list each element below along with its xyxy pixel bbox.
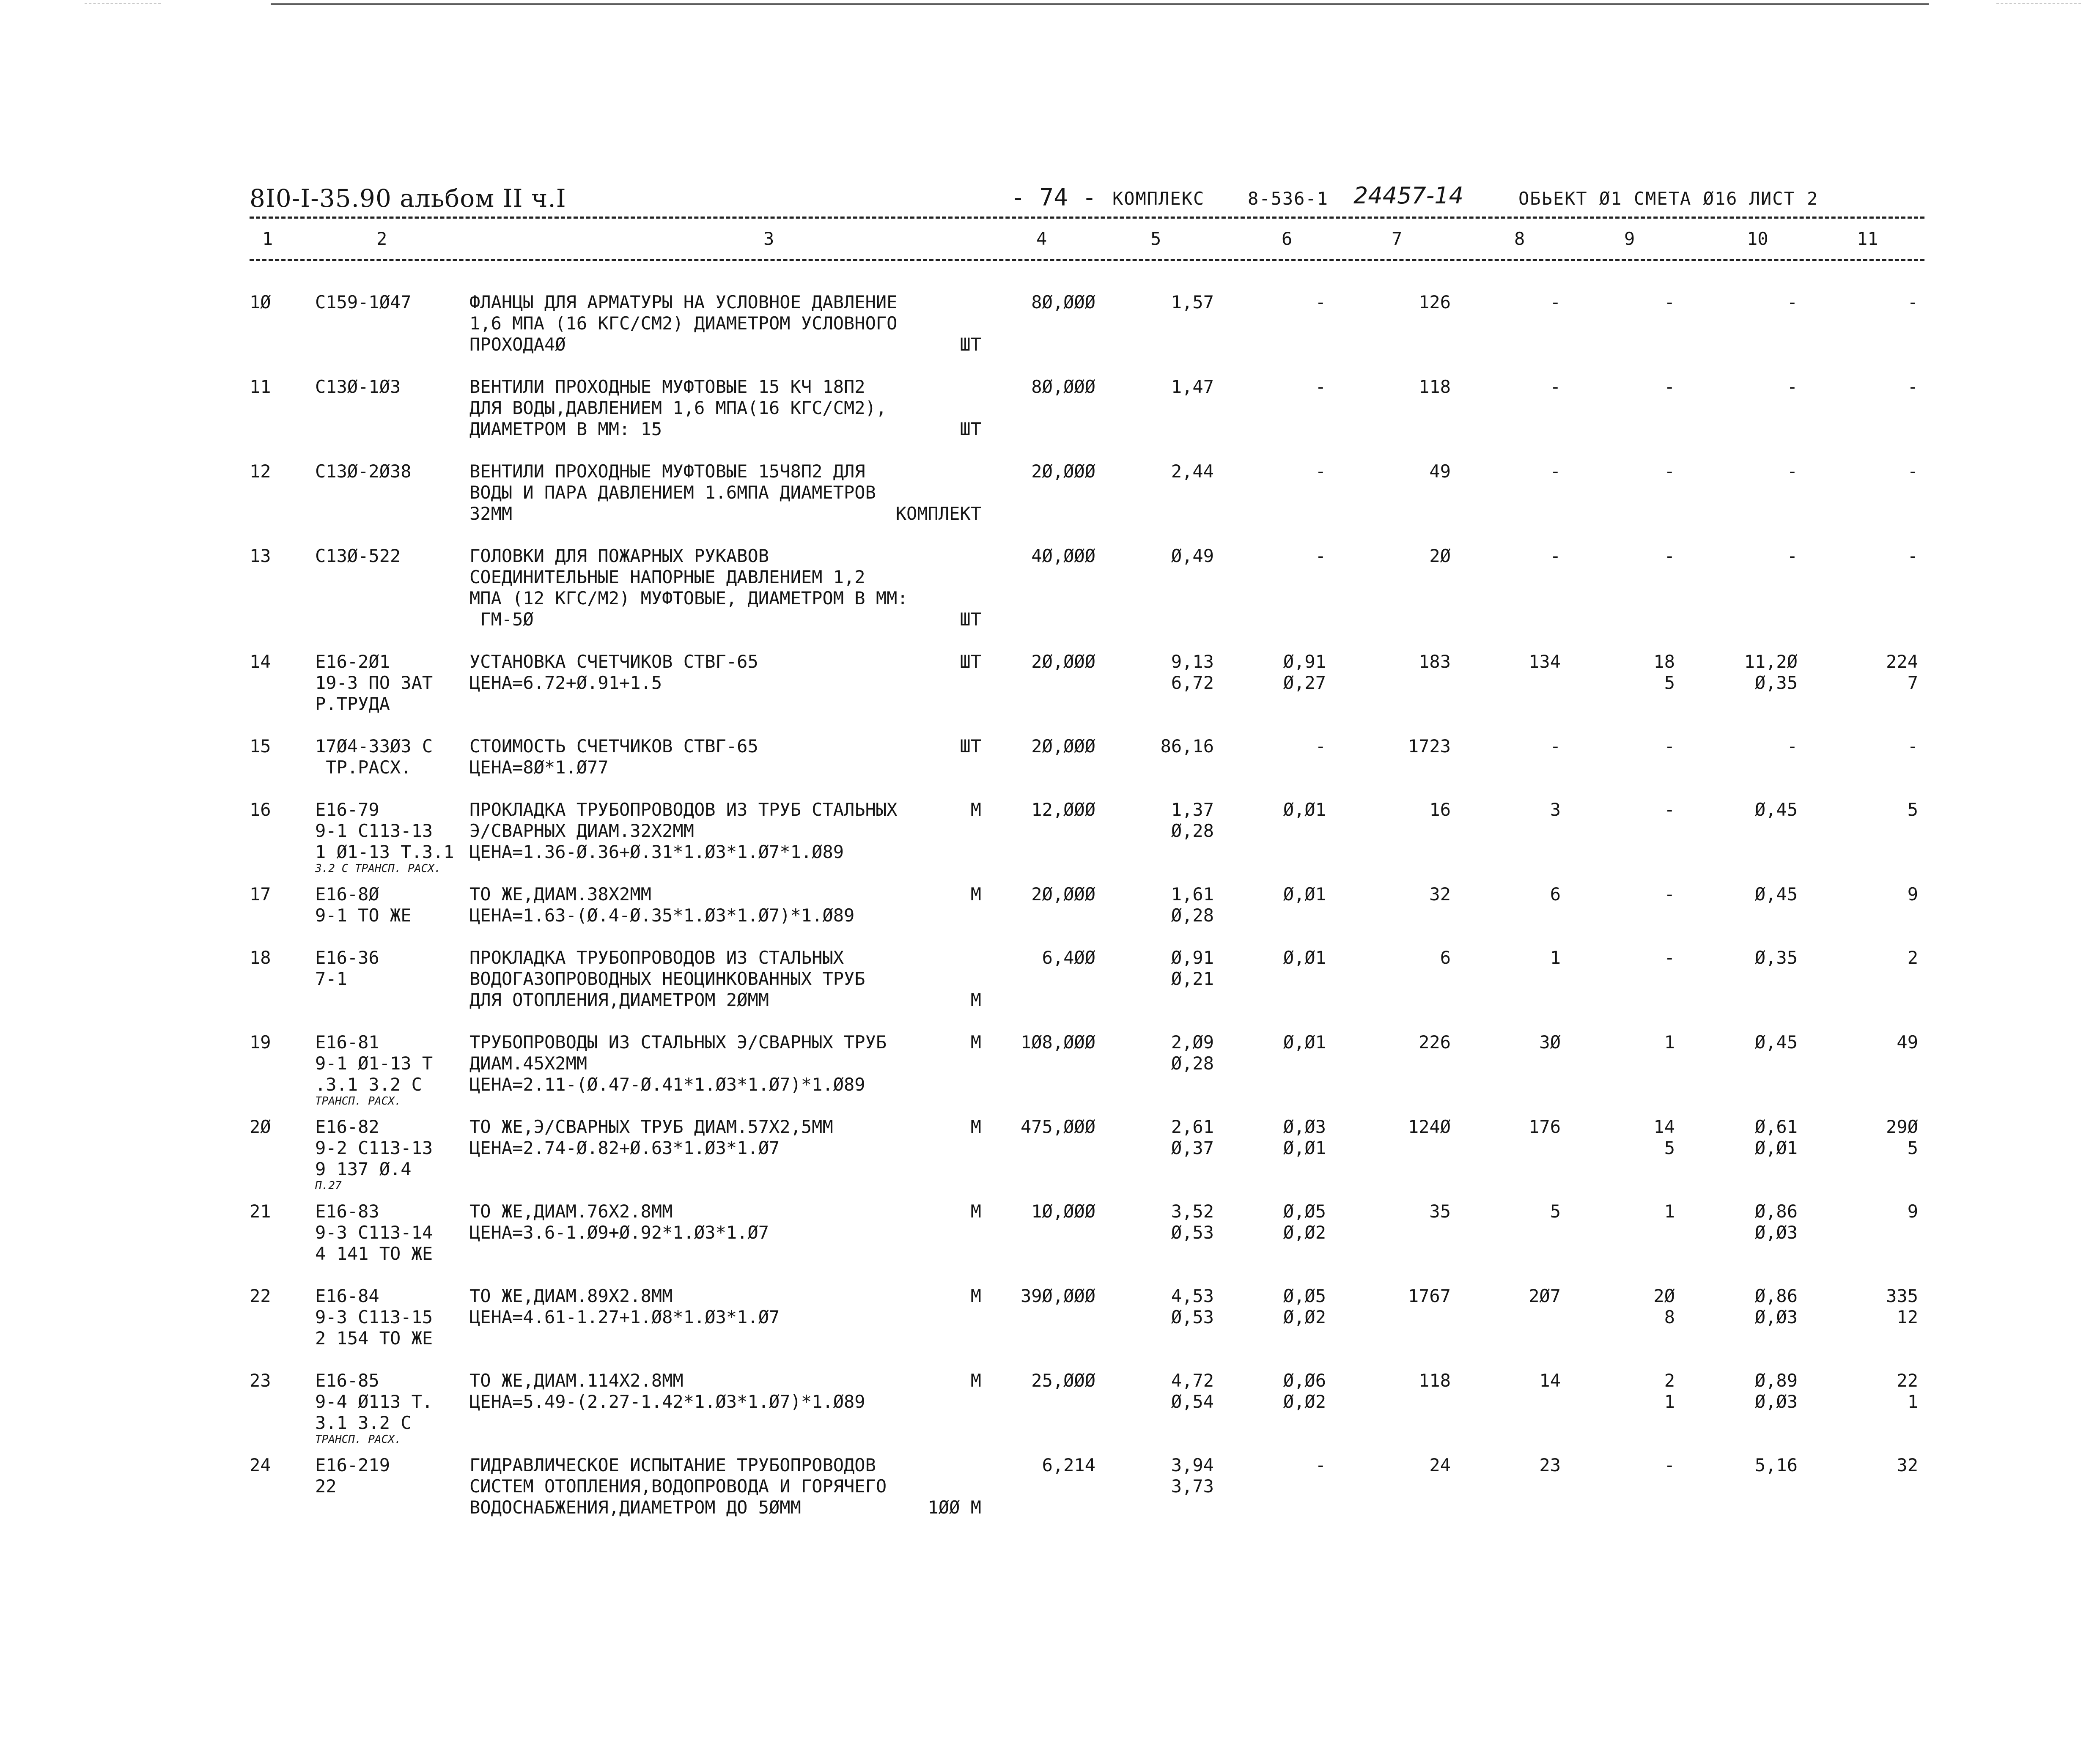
description-line: ВЕНТИЛИ ПРОХОДНЫЕ МУФТОВЫЕ 15 КЧ 18П2: [469, 376, 865, 397]
description-line: ЦЕНА=2.11-(Ø.47-Ø.41*1.Ø3*1.Ø7)*1.Ø89: [469, 1074, 865, 1095]
value-col-7: 49: [1429, 461, 1451, 482]
value-col-10: Ø,86 Ø,Ø3: [1754, 1201, 1798, 1243]
value-col-5: 86,16: [1160, 736, 1214, 757]
value-col-7: 35: [1429, 1201, 1451, 1222]
value-col-6: -: [1315, 292, 1326, 313]
value-col-4: 8Ø,ØØØ: [1031, 292, 1095, 313]
rate-code: [315, 1032, 459, 1107]
description-line: ВОДЫ И ПАРА ДАВЛЕНИЕМ 1.6МПА ДИАМЕТРОВ: [469, 482, 876, 503]
description-line: МПА (12 КГС/М2) МУФТОВЫЕ, ДИАМЕТРОМ В ММ:: [469, 588, 908, 609]
value-col-9: -: [1664, 376, 1675, 397]
row-number: 13: [250, 546, 271, 566]
value-col-9: -: [1664, 799, 1675, 820]
description-line: ДИАМ.45Х2ММ: [469, 1053, 587, 1074]
value-col-7: 226: [1419, 1032, 1451, 1053]
value-col-4: 2Ø,ØØØ: [1031, 651, 1095, 672]
value-col-7: 124Ø: [1408, 1116, 1451, 1137]
rate-code-line: Р.ТРУДА: [315, 694, 390, 714]
rate-code: [315, 651, 459, 715]
value-col-10: 5,16: [1754, 1455, 1798, 1475]
value-col-10: Ø,35: [1754, 947, 1798, 968]
unit-of-measure: КОМПЛЕКТ: [895, 503, 981, 524]
value-col-9: -: [1664, 736, 1675, 757]
value-col-10: Ø,45: [1754, 799, 1798, 820]
value-col-8: -: [1550, 736, 1561, 757]
value-col-5: 2,61 Ø,37: [1171, 1116, 1214, 1158]
value-col-4: 6,214: [1042, 1455, 1095, 1475]
description-line: ЦЕНА=3.6-1.Ø9+Ø.92*1.Ø3*1.Ø7: [469, 1222, 769, 1243]
value-col-4: 8Ø,ØØØ: [1031, 376, 1095, 397]
description-line: ПРОКЛАДКА ТРУБОПРОВОДОВ ИЗ ТРУБ СТАЛЬНЫХ: [469, 799, 898, 820]
description-line: ТО ЖЕ,Э/СВАРНЫХ ТРУБ ДИАМ.57Х2,5ММ: [469, 1116, 833, 1137]
value-col-8: 3: [1550, 799, 1561, 820]
kompleks-label: КОМПЛЕКС: [1112, 188, 1205, 209]
value-col-11: -: [1907, 292, 1918, 313]
value-col-10: Ø,61 Ø,Ø1: [1754, 1116, 1798, 1158]
value-col-5: 3,94 3,73: [1171, 1455, 1214, 1497]
rate-code-line: 9-1 С113-13: [315, 820, 433, 841]
description-line: ТРУБОПРОВОДЫ ИЗ СТАЛЬНЫХ Э/СВАРНЫХ ТРУБ: [469, 1032, 887, 1053]
value-col-7: 1723: [1408, 736, 1451, 757]
column-number: 9: [1624, 228, 1635, 249]
value-col-5: 1,57: [1171, 292, 1214, 313]
value-col-8: 5: [1550, 1201, 1561, 1222]
value-col-9: -: [1664, 546, 1675, 566]
rate-code-line: Е16-81: [315, 1032, 379, 1053]
value-col-5: 1,47: [1171, 376, 1214, 397]
value-col-8: 6: [1550, 884, 1561, 905]
column-numbers: [250, 228, 1924, 254]
column-number: 7: [1392, 228, 1403, 249]
value-col-9: -: [1664, 1455, 1675, 1475]
rate-code-line: 1 Ø1-13 Т.3.1: [315, 842, 454, 862]
unit-of-measure: М: [970, 799, 981, 820]
rate-code-line: 9-3 С113-15: [315, 1307, 433, 1327]
rate-code-line: С159-1Ø47: [315, 292, 412, 313]
value-col-4: 4Ø,ØØØ: [1031, 546, 1095, 566]
rate-code-line: 4 141 ТО ЖЕ: [315, 1243, 433, 1264]
row-number: 12: [250, 461, 271, 482]
value-col-11: 5: [1907, 799, 1918, 820]
value-col-10: -: [1787, 736, 1798, 757]
value-col-11: -: [1907, 546, 1918, 566]
value-col-5: 4,72 Ø,54: [1171, 1370, 1214, 1412]
row-number: 17: [250, 884, 271, 905]
value-col-10: Ø,45: [1754, 884, 1798, 905]
description-line: ЦЕНА=1.63-(Ø.4-Ø.35*1.Ø3*1.Ø7)*1.Ø89: [469, 905, 855, 926]
value-col-8: 23: [1539, 1455, 1561, 1475]
description-line: ЦЕНА=6.72+Ø.91+1.5: [469, 672, 662, 693]
value-col-9: 14 5: [1653, 1116, 1675, 1158]
value-col-4: 12,ØØØ: [1031, 799, 1095, 820]
value-col-8: 134: [1529, 651, 1561, 672]
value-col-7: 2Ø: [1429, 546, 1451, 566]
value-col-8: -: [1550, 376, 1561, 397]
column-number: 1: [262, 228, 273, 249]
unit-of-measure: М: [970, 1201, 981, 1222]
description-line: Э/СВАРНЫХ ДИАМ.32Х2ММ: [469, 820, 695, 841]
value-col-4: 2Ø,ØØØ: [1031, 736, 1095, 757]
description-line: СИСТЕМ ОТОПЛЕНИЯ,ВОДОПРОВОДА И ГОРЯЧЕГО: [469, 1476, 887, 1497]
value-col-8: 3Ø: [1539, 1032, 1561, 1053]
column-number: 11: [1857, 228, 1878, 249]
row-number: 19: [250, 1032, 271, 1053]
value-col-8: 1: [1550, 947, 1561, 968]
description-line: СОЕДИНИТЕЛЬНЫЕ НАПОРНЫЕ ДАВЛЕНИЕМ 1,2: [469, 567, 865, 587]
value-col-7: 183: [1419, 651, 1451, 672]
rate-code-line: 9 137 Ø.4: [315, 1159, 412, 1179]
value-col-6: Ø,Ø1: [1283, 799, 1326, 820]
column-divider: [250, 259, 1924, 261]
unit-of-measure: М: [970, 1286, 981, 1306]
unit-of-measure: М: [970, 990, 981, 1010]
description-line: УСТАНОВКА СЧЕТЧИКОВ СТВГ-65: [469, 651, 758, 672]
scan-mark: [85, 3, 161, 4]
row-number: 2Ø: [250, 1116, 271, 1137]
value-col-11: 29Ø 5: [1886, 1116, 1918, 1158]
row-number: 22: [250, 1286, 271, 1306]
rate-code: [315, 461, 459, 482]
value-col-6: -: [1315, 461, 1326, 482]
value-col-9: -: [1664, 947, 1675, 968]
description-line: ТО ЖЕ,ДИАМ.114Х2.8ММ: [469, 1370, 684, 1391]
value-col-11: 335 12: [1886, 1286, 1918, 1327]
value-col-9: 1: [1664, 1201, 1675, 1222]
description-line: 32ММ: [469, 503, 513, 524]
rate-code-line: С13Ø-522: [315, 546, 401, 566]
value-col-8: -: [1550, 546, 1561, 566]
description-line: ВОДОГАЗОПРОВОДНЫХ НЕОЦИНКОВАННЫХ ТРУБ: [469, 968, 865, 989]
column-number: 3: [763, 228, 774, 249]
description-line: СТОИМОСТЬ СЧЕТЧИКОВ СТВГ-65: [469, 736, 758, 757]
rate-code: [315, 376, 459, 398]
rate-code-line: Е16-8Ø: [315, 884, 379, 905]
scan-mark: [1996, 3, 2081, 4]
rate-code: [315, 799, 459, 875]
description-line: ТО ЖЕ,ДИАМ.89Х2.8ММ: [469, 1286, 673, 1306]
column-number: 8: [1514, 228, 1525, 249]
rate-code-line: 19-3 ПО ЗАТ: [315, 672, 433, 693]
value-col-7: 1767: [1408, 1286, 1451, 1306]
column-number: 6: [1282, 228, 1293, 249]
rate-code: [315, 546, 459, 567]
value-col-4: 39Ø,ØØØ: [1020, 1286, 1095, 1306]
unit-of-measure: ШТ: [960, 609, 981, 630]
rate-code-line: 9-1 ТО ЖЕ: [315, 905, 412, 926]
value-col-9: -: [1664, 292, 1675, 313]
value-col-7: 16: [1429, 799, 1451, 820]
top-edge-line: [271, 3, 1929, 5]
header-divider: [250, 217, 1924, 219]
rate-code: [315, 947, 459, 990]
rate-code-line: Е16-219: [315, 1455, 390, 1475]
value-col-6: -: [1315, 376, 1326, 397]
rate-code-line: Е16-84: [315, 1286, 379, 1306]
sheet-header: [250, 184, 1941, 218]
column-number: 10: [1747, 228, 1768, 249]
value-col-9: 2Ø 8: [1653, 1286, 1675, 1327]
rate-code: [315, 1370, 459, 1445]
rate-code: [315, 1455, 459, 1497]
value-col-10: 11,2Ø Ø,35: [1744, 651, 1798, 693]
value-col-5: 2,Ø9 Ø,28: [1171, 1032, 1214, 1074]
unit-of-measure: 1ØØ М: [928, 1497, 981, 1518]
row-number: 11: [250, 376, 271, 397]
value-col-11: -: [1907, 376, 1918, 397]
value-col-11: -: [1907, 736, 1918, 757]
rate-code-note: 3.2 С ТРАНСП. РАСХ.: [315, 862, 441, 875]
value-col-4: 1Ø8,ØØØ: [1020, 1032, 1095, 1053]
column-number: 4: [1036, 228, 1047, 249]
value-col-5: 3,52 Ø,53: [1171, 1201, 1214, 1243]
object-estimate-sheet: ОБЬЕКТ Ø1 СМЕТА Ø16 ЛИСТ 2: [1518, 188, 1819, 209]
description-line: ЦЕНА=4.61-1.27+1.Ø8*1.Ø3*1.Ø7: [469, 1307, 780, 1327]
value-col-6: Ø,Ø1: [1283, 884, 1326, 905]
rate-code-line: 9-1 Ø1-13 Т: [315, 1053, 433, 1074]
rate-code-line: 9-3 С113-14: [315, 1222, 433, 1243]
rate-code-line: 17Ø4-33Ø3 С: [315, 736, 433, 757]
value-col-7: 24: [1429, 1455, 1451, 1475]
column-number: 5: [1150, 228, 1161, 249]
description-line: ДИАМЕТРОМ В ММ: 15: [469, 419, 662, 439]
value-col-10: -: [1787, 376, 1798, 397]
value-col-6: Ø,Ø5 Ø,Ø2: [1283, 1201, 1326, 1243]
value-col-11: 22 1: [1897, 1370, 1918, 1412]
value-col-8: -: [1550, 461, 1561, 482]
value-col-7: 118: [1419, 1370, 1451, 1391]
rate-code-line: Е16-2Ø1: [315, 651, 390, 672]
rate-code-line: Е16-85: [315, 1370, 379, 1391]
value-col-6: Ø,Ø3 Ø,Ø1: [1283, 1116, 1326, 1158]
rate-code-line: Е16-36: [315, 947, 379, 968]
unit-of-measure: ШТ: [960, 419, 981, 439]
description-line: ГИДРАВЛИЧЕСКОЕ ИСПЫТАНИЕ ТРУБОПРОВОДОВ: [469, 1455, 876, 1475]
value-col-5: 9,13 6,72: [1171, 651, 1214, 693]
value-col-9: -: [1664, 461, 1675, 482]
rate-code: [315, 292, 459, 313]
row-number: 16: [250, 799, 271, 820]
page-number: - 74 -: [1011, 184, 1097, 211]
rate-code: [315, 1286, 459, 1349]
value-col-11: 49: [1897, 1032, 1918, 1053]
rate-code: [315, 884, 459, 926]
column-number: 2: [376, 228, 387, 249]
unit-of-measure: М: [970, 1116, 981, 1137]
value-col-10: -: [1787, 546, 1798, 566]
unit-of-measure: ШТ: [960, 334, 981, 355]
description-line: ДЛЯ ОТОПЛЕНИЯ,ДИАМЕТРОМ 2ØММ: [469, 990, 769, 1010]
rate-code-line: С13Ø-2Ø38: [315, 461, 412, 482]
value-col-4: 475,ØØØ: [1020, 1116, 1095, 1137]
value-col-9: 1: [1664, 1032, 1675, 1053]
value-col-9: 2 1: [1664, 1370, 1675, 1412]
value-col-8: 2Ø7: [1529, 1286, 1561, 1306]
description-line: ПРОХОДА4Ø: [469, 334, 566, 355]
value-col-6: Ø,91 Ø,27: [1283, 651, 1326, 693]
value-col-11: 9: [1907, 1201, 1918, 1222]
row-number: 23: [250, 1370, 271, 1391]
value-col-8: -: [1550, 292, 1561, 313]
value-col-4: 6,4ØØ: [1042, 947, 1095, 968]
description-line: ЦЕНА=2.74-Ø.82+Ø.63*1.Ø3*1.Ø7: [469, 1138, 780, 1158]
value-col-6: Ø,Ø5 Ø,Ø2: [1283, 1286, 1326, 1327]
rate-code-line: .3.1 3.2 С: [315, 1074, 422, 1095]
description-line: ДЛЯ ВОДЫ,ДАВЛЕНИЕМ 1,6 МПА(16 КГС/СМ2),: [469, 398, 887, 418]
value-col-5: Ø,91 Ø,21: [1171, 947, 1214, 989]
rate-code-line: Е16-83: [315, 1201, 379, 1222]
unit-of-measure: М: [970, 884, 981, 905]
row-number: 15: [250, 736, 271, 757]
unit-of-measure: М: [970, 1032, 981, 1053]
description-line: ПРОКЛАДКА ТРУБОПРОВОДОВ ИЗ СТАЛЬНЫХ: [469, 947, 844, 968]
description-line: ВЕНТИЛИ ПРОХОДНЫЕ МУФТОВЫЕ 15Ч8П2 ДЛЯ: [469, 461, 865, 482]
value-col-11: 2: [1907, 947, 1918, 968]
value-col-11: 224 7: [1886, 651, 1918, 693]
value-col-4: 1Ø,ØØØ: [1031, 1201, 1095, 1222]
unit-of-measure: М: [970, 1370, 981, 1391]
handwritten-number: 24457-14: [1353, 182, 1463, 209]
value-col-5: Ø,49: [1171, 546, 1214, 566]
value-col-11: 32: [1897, 1455, 1918, 1475]
value-col-5: 1,37 Ø,28: [1171, 799, 1214, 841]
rate-code-note: П.27: [315, 1179, 342, 1192]
value-col-7: 126: [1419, 292, 1451, 313]
rate-code-line: 3.1 3.2 С: [315, 1412, 412, 1433]
value-col-6: Ø,Ø1: [1283, 1032, 1326, 1053]
value-col-6: -: [1315, 1455, 1326, 1475]
value-col-4: 25,ØØØ: [1031, 1370, 1095, 1391]
rate-code: [315, 1116, 459, 1192]
row-number: 1Ø: [250, 292, 271, 313]
value-col-5: 1,61 Ø,28: [1171, 884, 1214, 926]
value-col-5: 2,44: [1171, 461, 1214, 482]
description-line: ЦЕНА=8Ø*1.Ø77: [469, 757, 609, 778]
value-col-6: Ø,Ø1: [1283, 947, 1326, 968]
value-col-6: -: [1315, 736, 1326, 757]
value-col-10: Ø,45: [1754, 1032, 1798, 1053]
rate-code-line: 7-1: [315, 968, 347, 989]
unit-of-measure: ШТ: [960, 736, 981, 757]
rate-code: [315, 736, 459, 778]
rate-code: [315, 1201, 459, 1264]
value-col-10: Ø,86 Ø,Ø3: [1754, 1286, 1798, 1327]
rate-code-line: 22: [315, 1476, 337, 1497]
row-number: 21: [250, 1201, 271, 1222]
value-col-11: -: [1907, 461, 1918, 482]
value-col-7: 118: [1419, 376, 1451, 397]
value-col-11: 9: [1907, 884, 1918, 905]
description-line: ГОЛОВКИ ДЛЯ ПОЖАРНЫХ РУКАВОВ: [469, 546, 769, 566]
value-col-10: -: [1787, 292, 1798, 313]
rate-code-line: ТР.РАСХ.: [315, 757, 412, 778]
rate-code-note: ТРАНСП. РАСХ.: [315, 1433, 401, 1446]
rate-code-line: Е16-79: [315, 799, 379, 820]
value-col-7: 32: [1429, 884, 1451, 905]
row-number: 14: [250, 651, 271, 672]
rate-code-note: ТРАНСП. РАСХ.: [315, 1095, 401, 1108]
value-col-4: 2Ø,ØØØ: [1031, 884, 1095, 905]
row-number: 18: [250, 947, 271, 968]
album-reference: 8I0-I-35.90 альбом II ч.I: [250, 184, 566, 213]
rate-code-line: 9-4 Ø113 Т.: [315, 1391, 433, 1412]
unit-of-measure: ШТ: [960, 651, 981, 672]
value-col-9: -: [1664, 884, 1675, 905]
rate-code-line: С13Ø-1Ø3: [315, 376, 401, 397]
description-line: ТО ЖЕ,ДИАМ.38Х2ММ: [469, 884, 651, 905]
description-line: 1,6 МПА (16 КГС/СМ2) ДИАМЕТРОМ УСЛОВНОГО: [469, 313, 898, 334]
rate-code-line: Е16-82: [315, 1116, 379, 1137]
value-col-10: -: [1787, 461, 1798, 482]
description-line: ТО ЖЕ,ДИАМ.76Х2.8ММ: [469, 1201, 673, 1222]
value-col-5: 4,53 Ø,53: [1171, 1286, 1214, 1327]
kompleks-code: 8-536-1: [1248, 188, 1329, 209]
row-number: 24: [250, 1455, 271, 1475]
value-col-7: 6: [1440, 947, 1451, 968]
description-line: ГМ-5Ø: [469, 609, 534, 630]
value-col-6: Ø,Ø6 Ø,Ø2: [1283, 1370, 1326, 1412]
value-col-6: -: [1315, 546, 1326, 566]
value-col-10: Ø,89 Ø,Ø3: [1754, 1370, 1798, 1412]
value-col-8: 14: [1539, 1370, 1561, 1391]
rate-code-line: 2 154 ТО ЖЕ: [315, 1328, 433, 1349]
description-line: ЦЕНА=1.36-Ø.36+Ø.31*1.Ø3*1.Ø7*1.Ø89: [469, 842, 844, 862]
description-line: ФЛАНЦЫ ДЛЯ АРМАТУРЫ НА УСЛОВНОЕ ДАВЛЕНИЕ: [469, 292, 898, 313]
value-col-9: 18 5: [1653, 651, 1675, 693]
rate-code-line: 9-2 С113-13: [315, 1138, 433, 1158]
description-line: ЦЕНА=5.49-(2.27-1.42*1.Ø3*1.Ø7)*1.Ø89: [469, 1391, 865, 1412]
description-line: ВОДОСНАБЖЕНИЯ,ДИАМЕТРОМ ДО 5ØММ: [469, 1497, 801, 1518]
value-col-4: 2Ø,ØØØ: [1031, 461, 1095, 482]
value-col-8: 176: [1529, 1116, 1561, 1137]
